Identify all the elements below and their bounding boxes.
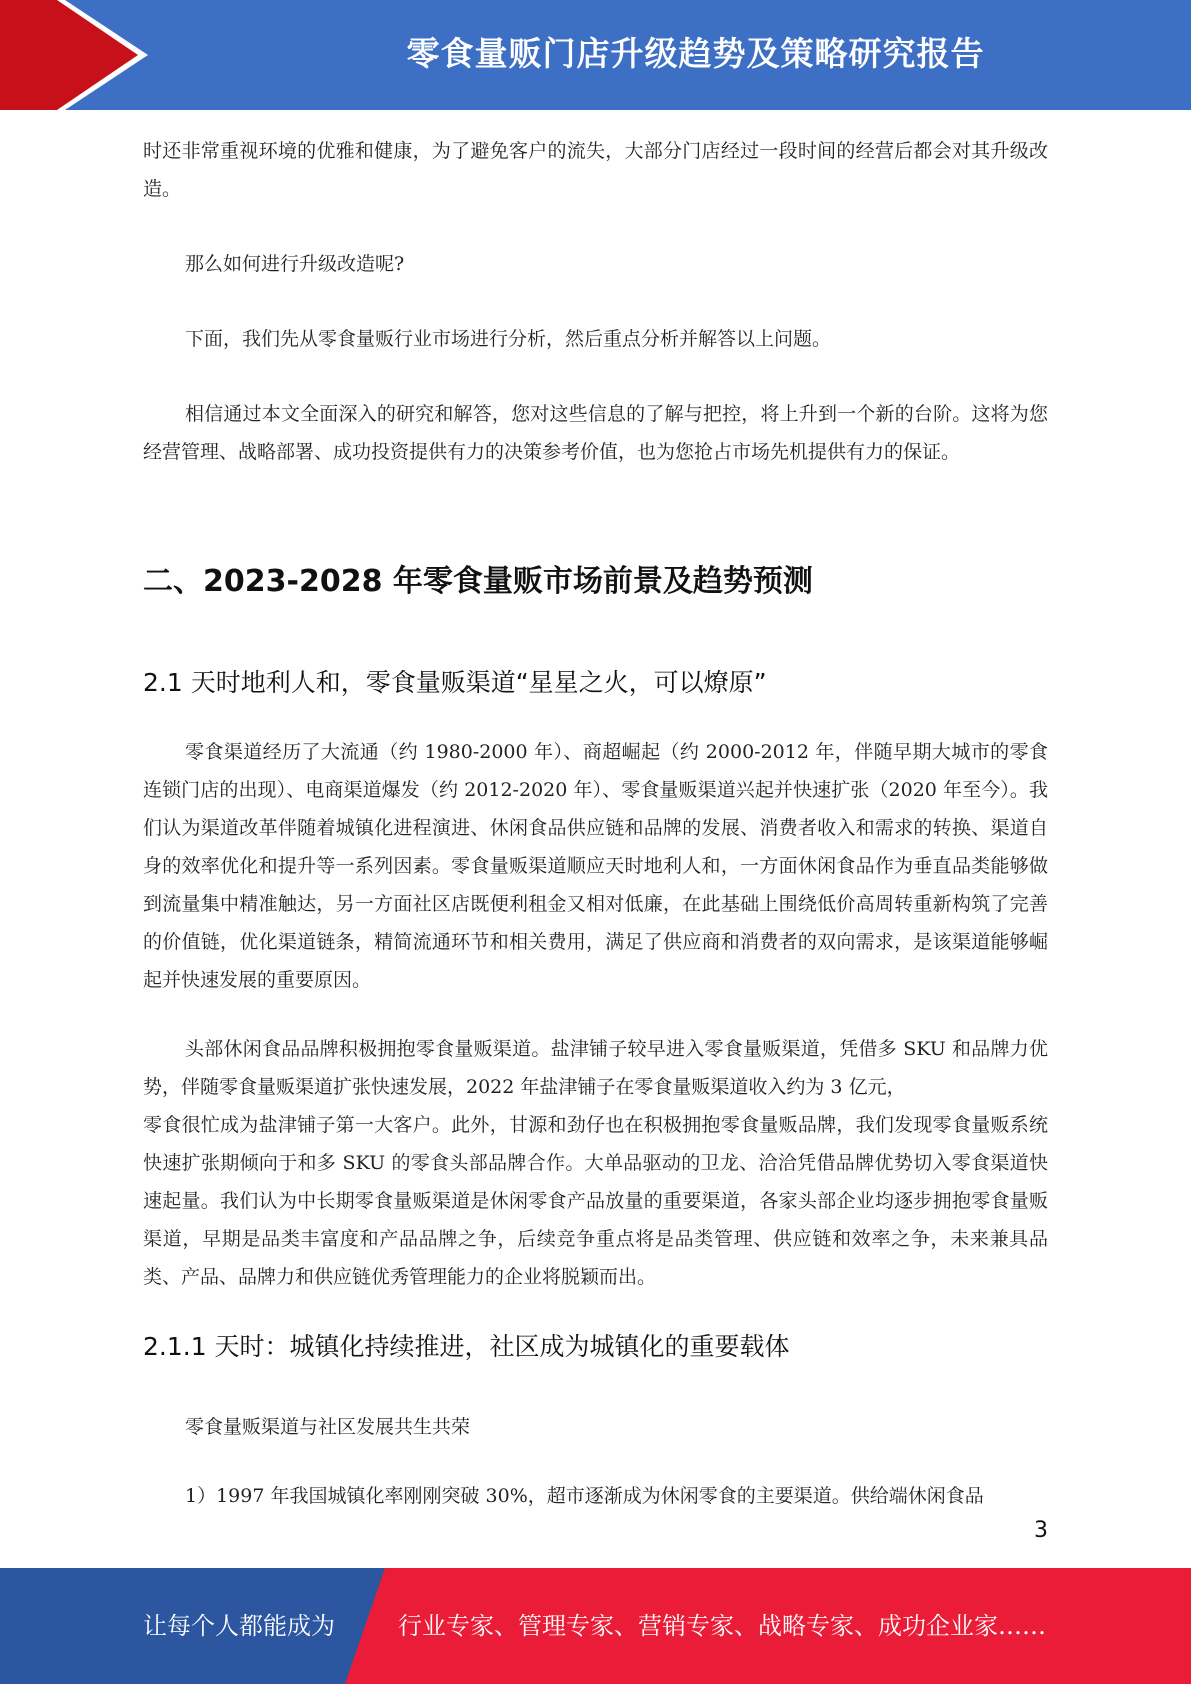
paragraph-text: 零食渠道经历了大流通（约 1980-2000 年）、商超崛起（约 2000-2012 年，伴随早期大城市的零食连锁门店的出现）、电商渠道爆发（约 2012-2020 年）、零食量贩渠道兴起并快速扩张（2020 年至今）。我们认为渠道改革伴随着城镇化进程演进、休闲食品供应链和品牌的发展、消费者收入和需求的转换、渠道自身的效率优化和提升等一系列因素。零食量贩渠道顺应天时地利人和，一方面休闲食品作为垂直品类能够做到流量集中精准触达，另一方面社区店既便利租金又相对低廉，在此基础上围绕低价高周转重新构筑了完善的价值链，优化渠道链条，精简流通环节和相关费用，满足了供应商和消费者的双向需求，是该渠道能够崛起并快速发展的重要原因。: [143, 741, 1048, 991]
header-bar: [0, 0, 1191, 110]
paragraph-value: 相信通过本文全面深入的研究和解答，您对这些信息的了解与把控，将上升到一个新的台阶。这将为您经营管理、战略部署、成功投资提供有力的决策参考价值，也为您抢占市场先机提供有力的保证。: [143, 403, 1048, 463]
paragraph-continuation: 时还非常重视环境的优雅和健康，为了避免客户的流失，大部分门店经过一段时间的经营后都会对其升级改造。: [143, 140, 1048, 200]
header-arrow-decoration: [0, 0, 160, 110]
subsection-heading-2-1: 2.1 天时地利人和，零食量贩渠道“星星之火，可以燎原”: [143, 668, 767, 697]
intro-section: [143, 132, 1048, 471]
page-number: 3: [1034, 1518, 1048, 1543]
section-heading: 二、2023-2028 年零食量贩市场前景及趋势预测: [143, 564, 813, 599]
footer-bar: [0, 1568, 1191, 1684]
paragraph-text: 零食很忙成为盐津铺子第一大客户。此外，甘源和劲仔也在积极拥抱零食量贩品牌，我们发现零食量贩系统快速扩张期倾向于和多 SKU 的零食头部品牌合作。大单品驱动的卫龙、洽洽凭借品牌优势切入零食渠道快速起量。我们认为中长期零食量贩渠道是休闲零食产品放量的重要渠道，各家头部企业均逐步拥抱零食量贩渠道，早期是品类丰富度和产品品牌之争，后续竞争重点将是品类管理、供应链和效率之争，未来兼具品类、产品、品牌力和供应链优秀管理能力的企业将脱颖而出。: [143, 1114, 1048, 1288]
paragraph-brands: [143, 1030, 1048, 1296]
subsection-heading-2-1-1: 2.1.1 天时：城镇化持续推进，社区成为城镇化的重要载体: [143, 1332, 790, 1361]
paragraph-urbanization: [143, 1477, 1048, 1515]
paragraph-next: 下面，我们先从零食量贩行业市场进行分析，然后重点分析并解答以上问题。: [185, 328, 832, 350]
paragraph-question: 那么如何进行升级改造呢?: [185, 253, 405, 275]
paragraph-text: 头部休闲食品品牌积极拥抱零食量贩渠道。盐津铺子较早进入零食量贩渠道，凭借多 SKU 和品牌力优势，伴随零食量贩渠道扩张快速发展，2022 年盐津铺子在零食量贩渠道收入约为 3 亿元，: [143, 1038, 1048, 1098]
paragraph-text: 零食量贩渠道与社区发展共生共荣: [185, 1416, 471, 1438]
footer-slogan-right: 行业专家、管理专家、营销专家、战略专家、成功企业家……: [398, 1612, 1046, 1640]
footer-slogan-left: 让每个人都能成为: [143, 1612, 335, 1640]
paragraph-community: [143, 1408, 1048, 1446]
report-title: 零食量贩门店升级趋势及策略研究报告: [406, 34, 985, 73]
paragraph-channel-history: [143, 733, 1048, 999]
paragraph-text: 1）1997 年我国城镇化率刚刚突破 30%，超市逐渐成为休闲零食的主要渠道。供给端休闲食品: [185, 1485, 984, 1507]
